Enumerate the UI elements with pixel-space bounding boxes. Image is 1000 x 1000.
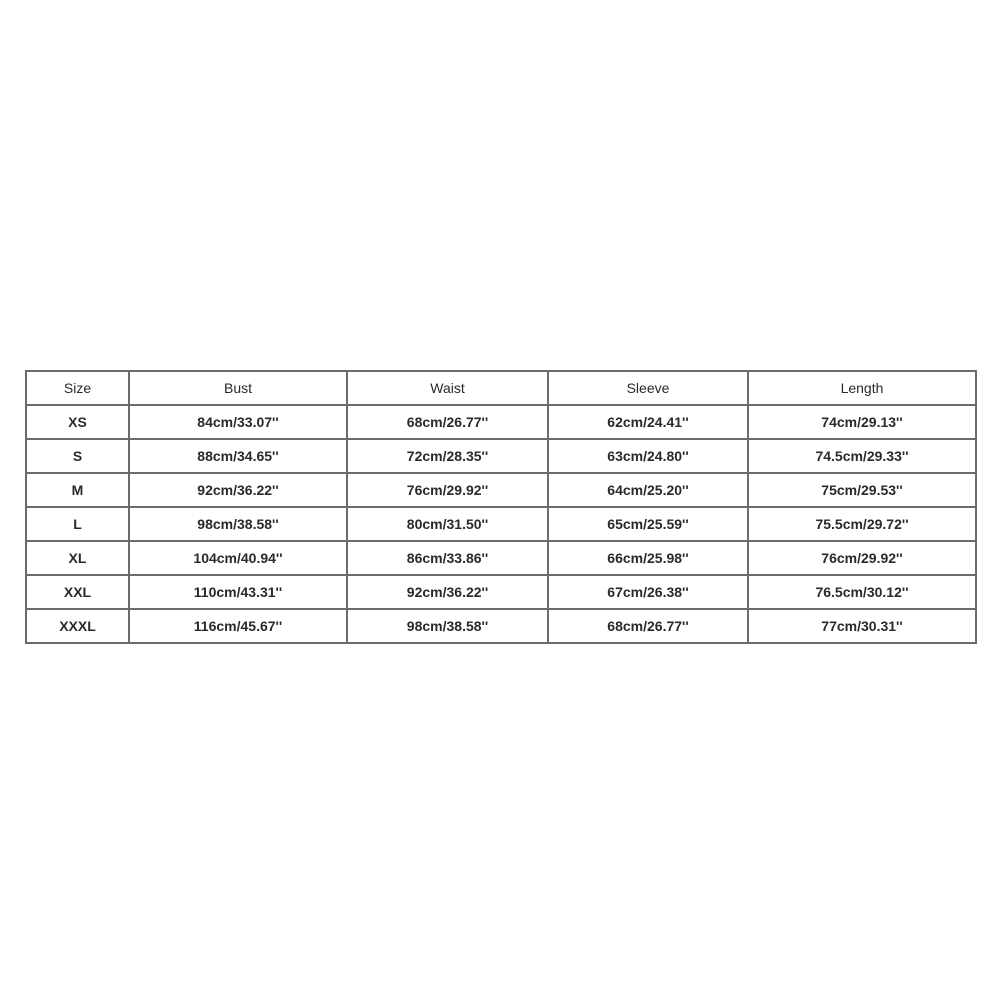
length-cell: 77cm/30.31'': [748, 609, 976, 643]
size-cell: XS: [26, 405, 129, 439]
header-waist: Waist: [347, 371, 548, 405]
table-row: [26, 575, 976, 609]
bust-cell: 84cm/33.07'': [129, 405, 347, 439]
sleeve-cell: 62cm/24.41'': [548, 405, 748, 439]
size-cell: L: [26, 507, 129, 541]
table-row: [26, 405, 976, 439]
table-row: [26, 609, 976, 643]
waist-cell: 98cm/38.58'': [347, 609, 548, 643]
length-cell: 75cm/29.53'': [748, 473, 976, 507]
size-cell: S: [26, 439, 129, 473]
table-header-row: [26, 371, 976, 405]
length-cell: 75.5cm/29.72'': [748, 507, 976, 541]
header-bust: Bust: [129, 371, 347, 405]
length-cell: 74.5cm/29.33'': [748, 439, 976, 473]
bust-cell: 116cm/45.67'': [129, 609, 347, 643]
bust-cell: 88cm/34.65'': [129, 439, 347, 473]
sleeve-cell: 63cm/24.80'': [548, 439, 748, 473]
table-row: [26, 541, 976, 575]
bust-cell: 104cm/40.94'': [129, 541, 347, 575]
sleeve-cell: 64cm/25.20'': [548, 473, 748, 507]
header-sleeve: Sleeve: [548, 371, 748, 405]
waist-cell: 86cm/33.86'': [347, 541, 548, 575]
waist-cell: 72cm/28.35'': [347, 439, 548, 473]
table-row: [26, 439, 976, 473]
length-cell: 74cm/29.13'': [748, 405, 976, 439]
size-cell: XL: [26, 541, 129, 575]
waist-cell: 68cm/26.77'': [347, 405, 548, 439]
table-row: [26, 507, 976, 541]
header-size: Size: [26, 371, 129, 405]
bust-cell: 92cm/36.22'': [129, 473, 347, 507]
length-cell: 76.5cm/30.12'': [748, 575, 976, 609]
length-cell: 76cm/29.92'': [748, 541, 976, 575]
sleeve-cell: 66cm/25.98'': [548, 541, 748, 575]
bust-cell: 98cm/38.58'': [129, 507, 347, 541]
sleeve-cell: 67cm/26.38'': [548, 575, 748, 609]
size-cell: M: [26, 473, 129, 507]
size-chart-table: [25, 370, 977, 644]
header-length: Length: [748, 371, 976, 405]
sleeve-cell: 68cm/26.77'': [548, 609, 748, 643]
bust-cell: 110cm/43.31'': [129, 575, 347, 609]
table-row: [26, 473, 976, 507]
size-cell: XXL: [26, 575, 129, 609]
waist-cell: 80cm/31.50'': [347, 507, 548, 541]
waist-cell: 92cm/36.22'': [347, 575, 548, 609]
sleeve-cell: 65cm/25.59'': [548, 507, 748, 541]
waist-cell: 76cm/29.92'': [347, 473, 548, 507]
size-cell: XXXL: [26, 609, 129, 643]
